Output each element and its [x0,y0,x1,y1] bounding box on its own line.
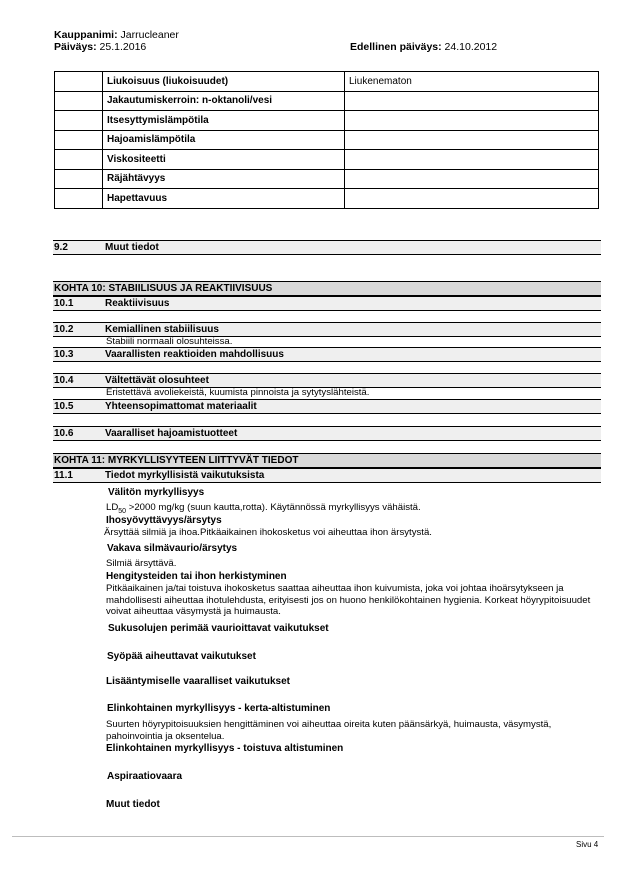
ld-label: LD [106,502,119,513]
property-index-cell [55,91,103,111]
sensitisation-title: Hengitysteiden tai ihon herkistyminen [106,571,287,582]
section-10-header [53,281,601,296]
properties-table [54,71,599,209]
section-title: Vaaralliset hajoamistuotteet [105,428,238,439]
section-10-1 [53,296,601,311]
property-index-cell [55,130,103,150]
other-info-title: Muut tiedot [106,799,160,810]
section-title: Yhteensopimattomat materiaalit [105,401,257,412]
section-10-4 [53,373,601,388]
property-label: Räjähtävyys [103,169,345,189]
property-index-cell [55,150,103,170]
ld-subscript: 50 [118,507,127,515]
eye-damage-title: Vakava silmävaurio/ärsytys [107,543,238,554]
date-label: Päiväys: [54,41,97,53]
header-trade-name [54,29,179,41]
section-10-3 [53,347,601,362]
stot-repeated-title: Elinkohtainen myrkyllisyys - toistuva altistuminen [106,743,344,754]
date-value: 25.1.2016 [99,41,147,53]
property-value [345,189,599,209]
acute-toxicity-title: Välitön myrkyllisyys [108,487,205,498]
property-index-cell [55,169,103,189]
property-label: Viskositeetti [103,150,345,170]
prev-date-label: Edellinen päiväys: [350,41,442,53]
section-11-header [53,453,601,468]
section-11-1 [53,468,601,483]
section-heading: KOHTA 11: MYRKYLLISYYTEEN LIITTYVÄT TIEDOT [54,455,299,466]
section-number: 9.2 [54,242,68,253]
stability-text: Stabiili normaali olosuhteissa. [106,336,233,347]
ld-value: >2000 mg/kg (suun kautta,rotta). Käytännössä myrkyllisyys vähäistä. [126,502,421,513]
section-number: 10.3 [54,349,74,360]
section-10-2 [53,322,601,337]
conditions-text: Eristettävä avoliekeistä, kuumista pinnoista ja sytytyslähteistä. [106,387,370,398]
property-row [55,169,599,189]
property-value [345,111,599,131]
property-value [345,169,599,189]
prev-date-value: 24.10.2012 [444,41,498,53]
property-index-cell [55,189,103,209]
property-value [345,130,599,150]
property-label: Hapettavuus [103,189,345,209]
property-row [55,130,599,150]
property-index-cell [55,111,103,131]
property-value [345,150,599,170]
section-title: Kemiallinen stabiilisuus [105,324,219,335]
section-heading: KOHTA 10: STABIILISUUS JA REAKTIIVISUUS [54,283,273,294]
property-value [345,91,599,111]
property-label: Itsesyttymislämpötila [103,111,345,131]
section-number: 10.5 [54,401,74,412]
section-title: Reaktiivisuus [105,298,170,309]
section-number: 10.4 [54,375,74,386]
carcinogenicity-title: Syöpää aiheuttavat vaikutukset [107,651,256,662]
section-number: 10.6 [54,428,74,439]
section-10-5 [53,399,601,414]
section-title: Muut tiedot [105,242,159,253]
property-label: Hajoamislämpötila [103,130,345,150]
section-number: 10.1 [54,298,74,309]
skin-irritation-title: Ihosyövyttävyys/ärsytys [106,515,222,526]
trade-name-label: Kauppanimi: [54,29,118,41]
property-value: Liukenematon [345,72,599,92]
aspiration-title: Aspiraatiovaara [107,771,183,782]
property-row [55,91,599,111]
section-number: 10.2 [54,324,74,335]
section-title: Vaarallisten reaktioiden mahdollisuus [105,349,284,360]
section-title: Vältettävät olosuhteet [105,375,209,386]
skin-irritation-text: Ärsyttää silmiä ja ihoa.Pitkäaikainen ihokosketus voi aiheuttaa ihon ärsytystä. [104,527,432,538]
property-label: Jakautumiskerroin: n-oktanoli/vesi [103,91,345,111]
germ-cell-title: Sukusolujen perimää vaurioittavat vaikutukset [108,623,329,634]
trade-name-value: Jarrucleaner [120,29,179,41]
reproductive-toxicity-title: Lisääntymiselle vaaralliset vaikutukset [106,676,290,687]
section-number: 11.1 [54,470,73,481]
property-row [55,150,599,170]
stot-single-text: Suurten höyrypitoisuuksien hengittäminen voi aiheuttaa oireita kuten päänsärkyä, huimausta, väsymystä, pahoinvointia ja oksentelua. [106,719,552,742]
footer-divider [12,836,604,837]
header-date [54,41,146,53]
stot-single-title: Elinkohtainen myrkyllisyys - kerta-altistuminen [107,703,331,714]
property-row [55,72,599,92]
page-number: Sivu 4 [576,840,599,849]
header-prev-date [350,41,497,53]
eye-damage-text: Silmiä ärsyttävä. [106,558,177,569]
section-10-6 [53,426,601,441]
section-title: Tiedot myrkyllisistä vaikutuksista [105,470,265,481]
property-index-cell [55,72,103,92]
property-row [55,189,599,209]
property-row [55,111,599,131]
section-9-2 [53,240,601,255]
sensitisation-text: Pitkäaikainen ja/tai toistuva ihokosketus saattaa aiheuttaa ihon kuivumista, joka voi johtaa ihoärsytykseen ja mahdollisesti aiheuttaa ihotulehdusta, erityisesti jos on huono henkilökohtainen hygienia. Korkeat höyrypitoisuudet voivat aiheuttaa väsymystä ja huimausta. [106,583,591,617]
property-label: Liukoisuus (liukoisuudet) [103,72,345,92]
